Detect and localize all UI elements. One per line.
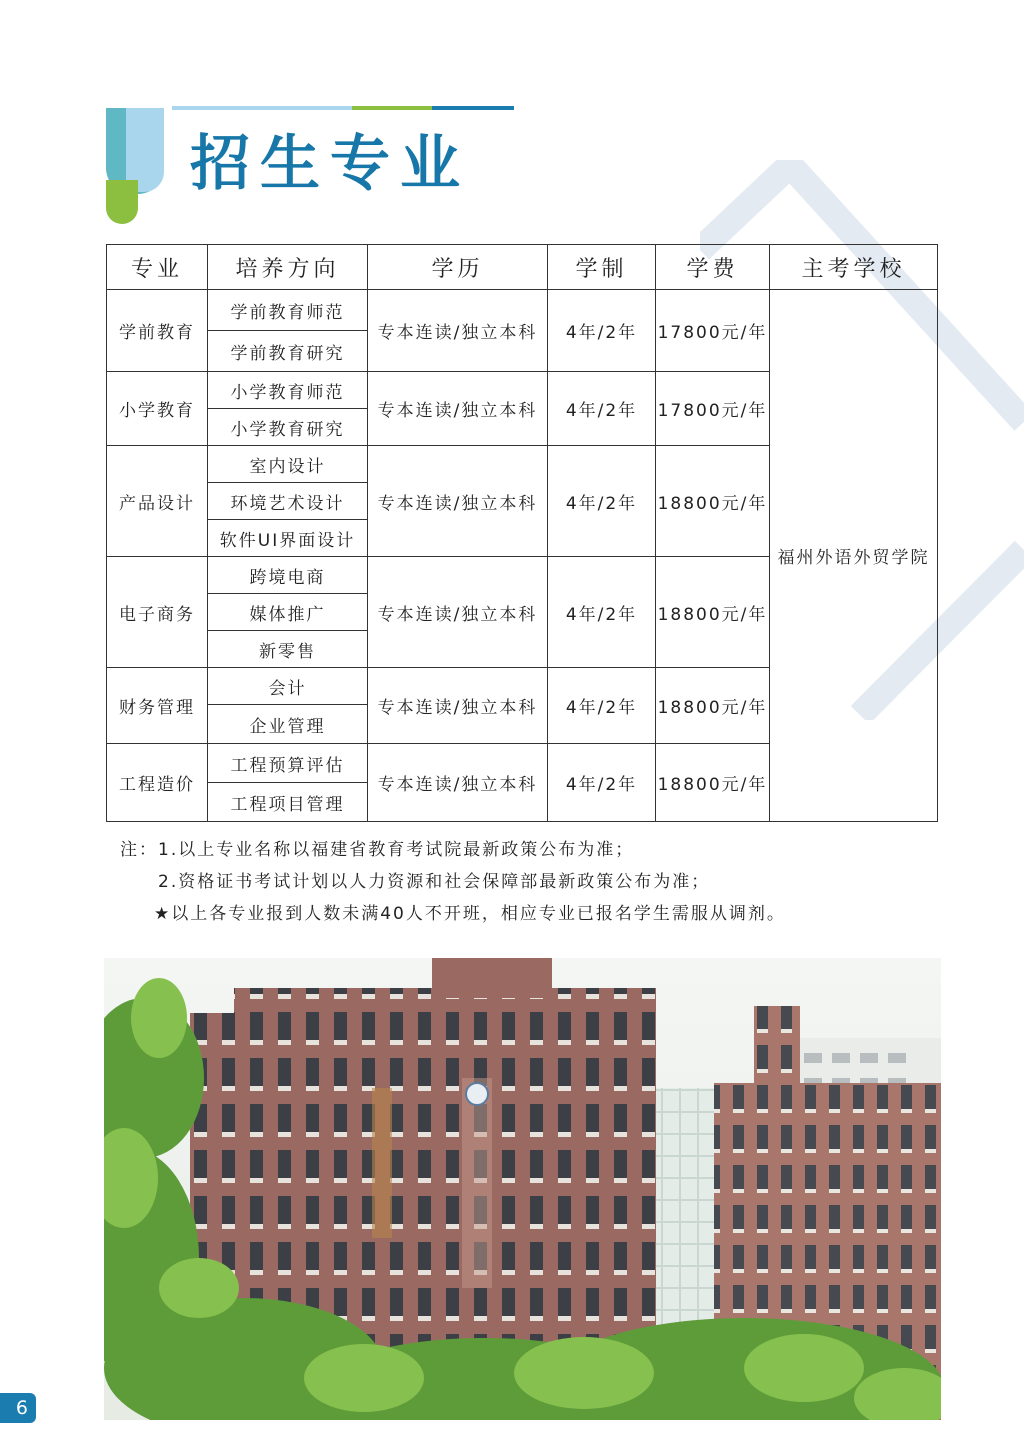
fee-cell: 17800元/年 — [656, 290, 770, 372]
title-underline — [172, 106, 514, 110]
direction-cell: 学前教育师范 — [208, 290, 368, 331]
major-cell: 电子商务 — [107, 557, 208, 668]
education-cell: 专本连读/独立本科 — [368, 744, 548, 822]
fee-cell: 18800元/年 — [656, 668, 770, 744]
note-line: ★以上各专业报到人数未满40人不开班，相应专业已报名学生需服从调剂。 — [154, 904, 786, 924]
direction-cell: 室内设计 — [208, 446, 368, 483]
direction-cell: 企业管理 — [208, 705, 368, 744]
header-education: 学历 — [368, 245, 548, 290]
majors-table — [106, 244, 938, 822]
duration-cell: 4年/2年 — [548, 557, 656, 668]
direction-cell: 新零售 — [208, 631, 368, 668]
note-line: 注：1.以上专业名称以福建省教育考试院最新政策公布为准； — [120, 840, 635, 860]
duration-cell: 4年/2年 — [548, 290, 656, 372]
page-number: 6 — [0, 1393, 36, 1423]
header-major: 专业 — [107, 245, 208, 290]
major-cell: 工程造价 — [107, 744, 208, 822]
header-direction: 培养方向 — [208, 245, 368, 290]
direction-cell: 跨境电商 — [208, 557, 368, 594]
table-row — [107, 290, 938, 331]
education-cell: 专本连读/独立本科 — [368, 290, 548, 372]
duration-cell: 4年/2年 — [548, 446, 656, 557]
direction-cell: 会计 — [208, 668, 368, 705]
major-cell: 小学教育 — [107, 372, 208, 446]
direction-cell: 软件UI界面设计 — [208, 520, 368, 557]
major-cell: 财务管理 — [107, 668, 208, 744]
campus-building-photo — [104, 958, 941, 1420]
education-cell: 专本连读/独立本科 — [368, 372, 548, 446]
education-cell: 专本连读/独立本科 — [368, 668, 548, 744]
fee-cell: 18800元/年 — [656, 557, 770, 668]
direction-cell: 工程项目管理 — [208, 783, 368, 822]
fee-cell: 17800元/年 — [656, 372, 770, 446]
direction-cell: 媒体推广 — [208, 594, 368, 631]
direction-cell: 小学教育研究 — [208, 409, 368, 446]
major-cell: 产品设计 — [107, 446, 208, 557]
direction-cell: 小学教育师范 — [208, 372, 368, 409]
direction-cell: 工程预算评估 — [208, 744, 368, 783]
education-cell: 专本连读/独立本科 — [368, 557, 548, 668]
title-decor-green — [106, 180, 138, 224]
duration-cell: 4年/2年 — [548, 744, 656, 822]
major-cell: 学前教育 — [107, 290, 208, 372]
education-cell: 专本连读/独立本科 — [368, 446, 548, 557]
notes-block — [120, 834, 786, 930]
header-school: 主考学校 — [770, 245, 938, 290]
direction-cell: 环境艺术设计 — [208, 483, 368, 520]
note-line: 2.资格证书考试计划以人力资源和社会保障部最新政策公布为准； — [158, 872, 711, 892]
fee-cell: 18800元/年 — [656, 744, 770, 822]
page-title: 招生专业 — [190, 129, 470, 199]
direction-cell: 学前教育研究 — [208, 331, 368, 372]
duration-cell: 4年/2年 — [548, 668, 656, 744]
duration-cell: 4年/2年 — [548, 372, 656, 446]
header-duration: 学制 — [548, 245, 656, 290]
fee-cell: 18800元/年 — [656, 446, 770, 557]
school-cell: 福州外语外贸学院 — [770, 290, 938, 822]
header-fee: 学费 — [656, 245, 770, 290]
table-header-row — [107, 245, 938, 290]
